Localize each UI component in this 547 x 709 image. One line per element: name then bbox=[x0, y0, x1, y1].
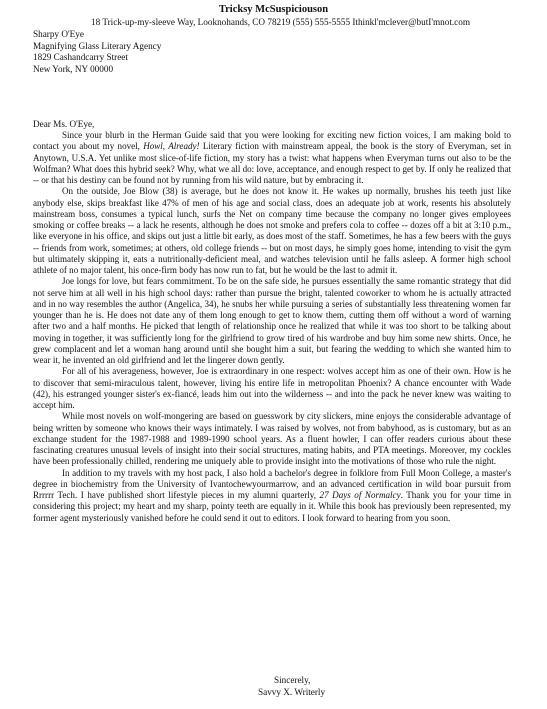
publication-title: 27 Days of Normalcy bbox=[319, 490, 401, 500]
body-paragraph-6 bbox=[33, 468, 511, 524]
recipient-company: Magnifying Glass Literary Agency bbox=[33, 40, 162, 51]
salutation: Dear Ms. O'Eye, bbox=[33, 119, 95, 129]
signature-name: Savvy X. Writerly bbox=[258, 686, 326, 697]
letter-closing bbox=[258, 675, 325, 698]
letter-body bbox=[33, 130, 511, 524]
novel-title: Howl, Already! bbox=[143, 141, 200, 152]
sender-address: 18 Trick-up-my-sleeve Way, Looknohands, CO 78219 (555) 555-5555 Ithinkl'mclever@butI'mnot.com bbox=[91, 17, 470, 27]
body-paragraph-4: For all of his averageness, however, Joe is extraordinary in one respect: wolves accept him as one of their own. How is he to discover that semi-miraculous talent, however, living his entire life in metropolitan Phoenix? A chance encounter with Wade (42), his estranged younger sister's ex-fiancé, leads him out into the wilderness -- and into the pack he never knew was waiting to accept him. bbox=[33, 366, 511, 410]
recipient-address-block bbox=[33, 29, 433, 75]
recipient-city: New York, NY 00000 bbox=[33, 63, 114, 74]
paragraph-6-text-a: In addition to my travels with my host pack, I also hold a bachelor's degree in folklore from Full Moon College, a master's degree in biochemistry from the University of Ivantochewyourmarrow, and an advanced certification in wild boar pursuit from Rrrrrr Tech. I have published short lifestyle pieces in my alumni quarterly, bbox=[33, 467, 511, 500]
paragraph-1-text-b: Literary fiction with mainstream appeal, the book is the story of Everyman, set in Anytown, U.S.A. Yet unlike most slice-of-life fiction, my story has a twist: what happens when Everyman turns out also to be the Wolfman? What does this hybrid seek? Why, what we all do: love, acceptance, and enough respect to get by. If only he realized that -- or that his destiny can be found not by running from his wild nature, but by embracing it. bbox=[33, 141, 511, 185]
body-paragraph-2: On the outside, Joe Blow (38) is average, but he does not know it. He wakes up normally, brushes his teeth just like anybody else, skips breakfast like 47% of men of his age and social class, does an adequate job at work, resents his absolutely mainstream boss, consumes a typical lunch, surfs the Net on company time because the company no longer gives employees smoking or coffee breaks -- a lack he resents, although he does not smoke and prefers cola to coffee -- dozes off a bit at 3:10 p.m., like everyone in his office, and skips out just a little bit early, as does most of the staff. Sometimes, he has a few beers with the guys -- friends from work, sometimes; at others, old college friends -- but on most days, he simply goes home, intending to visit the gym but ultimately skipping it, eats a nutritionally-deficient meal, and watches television until he falls asleep. A former high school athlete of no major talent, his once-firm body has now run to fat, but he would be the last to admit it. bbox=[33, 186, 511, 275]
paragraph-6-text-b: . Thank you for your time in considering this project; my heart and my sharp, pointy teeth are equally in it. While this book has previously been represented, my former agent mysteriously vanished before he could send it out to editors. I look forward to hearing from you soon. bbox=[33, 490, 511, 523]
body-paragraph-1 bbox=[33, 130, 511, 186]
body-paragraph-3: Joe longs for love, but fears commitment. To be on the safe side, he pursues essentially the same romantic strategy that did not serve him at all well in his high school days: rather than pursue the bright, talented coworker to whom he is actually attracted and in no way resembles the author (Angelica, 34), he snubs her while pursuing a series of substantially less threatening women far younger than he is. He does not date any of them long enough to get to know them, cutting them off without a word of warning after two and a half months. He picked that length of relationship once he realized that while it was too short to be talking about moving in together, it was sufficiently long for the girlfriend to grow tired of his wardrobe and buy him some new shirts. Once, he grew complacent and let a woman hang around until she bought him a suit, but fearing the wedding to which she wanted him to wear it, he invented an old girlfriend and let the lingerer down gently. bbox=[33, 276, 511, 365]
recipient-street: 1829 Cashandcarry Street bbox=[33, 52, 128, 63]
paragraph-1-text-a: Since your blurb in the Herman Guide said that you were looking for exciting new fiction voices, I am making bold to contact you about my novel, bbox=[33, 130, 511, 152]
sender-name: Tricksy McSuspiciouson bbox=[218, 4, 329, 15]
body-paragraph-5: While most novels on wolf-mongering are based on guesswork by city slickers, mine enjoys the considerable advantage of being written by someone who knows their ways intimately. I was raised by wolves, not from babyhood, as is customary, but as an exchange student for the 1987-1988 and 1989-1990 school years. As a fluent howler, I can offer readers curious about these fascinating creatures unusual levels of insight into their social structures, mating habits, and PTA meetings. Moreover, my cockles have been professionally chilled, rendering me uniquely able to provide insight into the motivations of those who rule the night. bbox=[33, 411, 511, 467]
closing-signoff: Sincerely, bbox=[274, 675, 311, 685]
recipient-name: Sharpy O'Eye bbox=[33, 29, 84, 39]
